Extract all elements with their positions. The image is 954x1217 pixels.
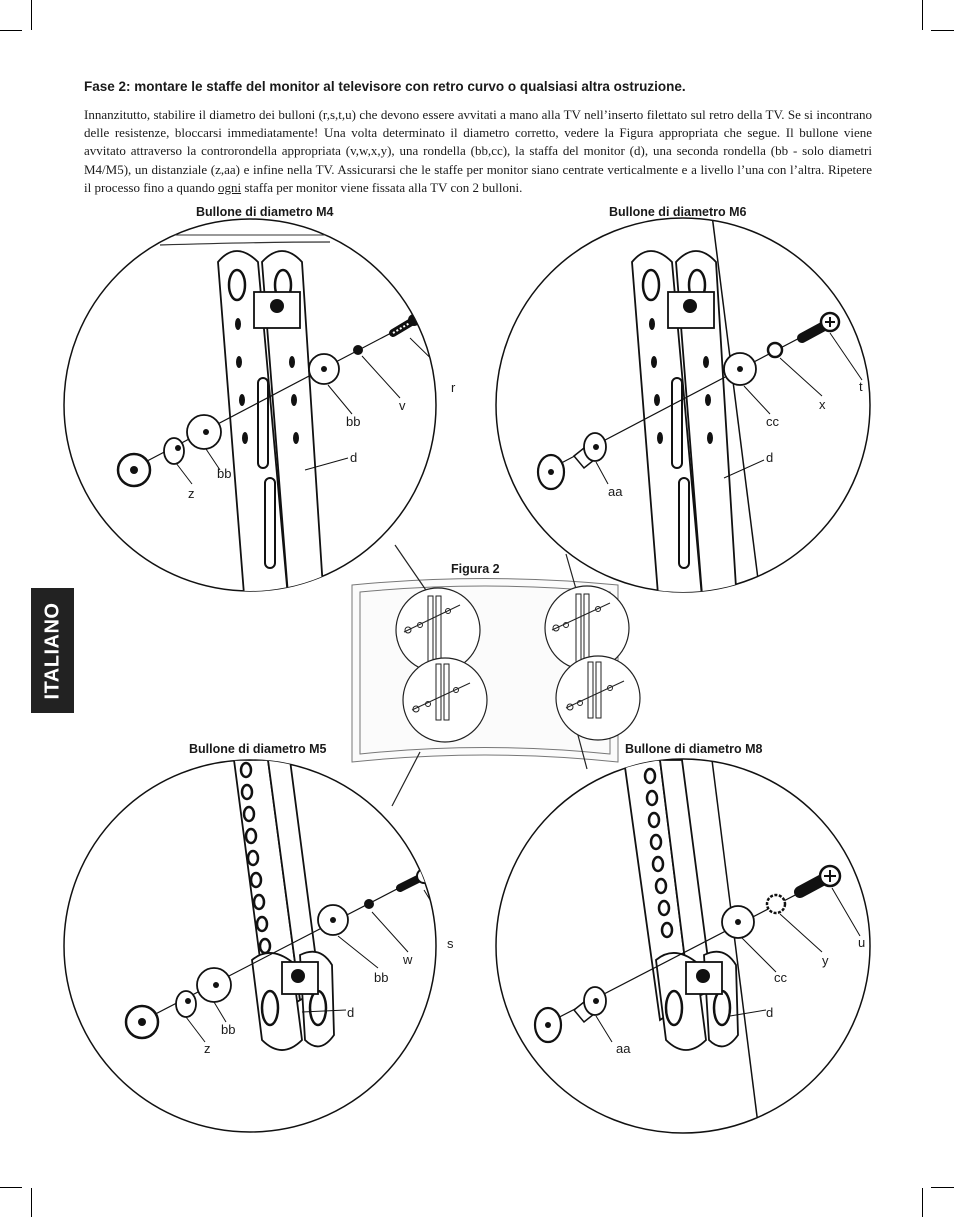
label-spacer-z: z (204, 1041, 211, 1056)
label-spacer-z: z (188, 486, 195, 501)
detail-m5 (64, 760, 452, 1132)
caption-m4: Bullone di diametro M4 (196, 205, 334, 219)
caption-m6: Bullone di diametro M6 (609, 205, 747, 219)
label-spacer-aa: aa (608, 484, 623, 499)
label-bracket-d: d (766, 1005, 774, 1020)
thumbnail-m8 (556, 656, 640, 740)
figure-title: Figura 2 (451, 562, 500, 576)
label-lockwasher-v: v (399, 398, 406, 413)
instructions-text-2: staffa per monitor viene fissata alla TV con 2 bulloni. (241, 179, 523, 195)
label-washer-cc: cc (774, 970, 787, 985)
label-washer-bb: bb (346, 414, 361, 429)
caption-m8: Bullone di diametro M8 (625, 742, 763, 756)
label-washer-bb: bb (217, 466, 232, 481)
label-washer-bb: bb (221, 1022, 236, 1037)
label-bolt-t: t (859, 379, 863, 394)
detail-m4 (64, 219, 455, 620)
section-heading: Fase 2: montare le staffe del monitor al televisore con retro curvo o qualsiasi altra ostruzione. (84, 79, 686, 94)
label-washer-bb: bb (374, 970, 389, 985)
label-bolt-r: r (451, 380, 456, 395)
instructions-text-1: Innanzitutto, stabilire il diametro dei bulloni (r,s,t,u) che devono essere avvitati a mano alla TV nell’inserto filettato sul retro della TV. Se si incontrano delle resistenze, bloccarsi immediatamente! Una volta determinato il diametro corretto, vedere la Figura appropriata che segue. Il bullone viene avvitato attraverso la controrondella appropriata (v,w,x,y), una rondella (bb,cc), la staffa del monitor (d), una seconda rondella (bb - solo diametri M4/M5), un distanziale (z,aa) e infine nella TV. Assicurarsi che le staffe per monitor siano centrate verticalmente e a livello l’una con l’altra. Ripetere il processo fino a quando (84, 107, 872, 195)
label-lockwasher-x: x (819, 397, 826, 412)
label-lockwasher-w: w (403, 952, 413, 967)
label-bracket-d: d (350, 450, 358, 465)
label-bracket-d: d (347, 1005, 355, 1020)
label-washer-cc: cc (766, 414, 779, 429)
label-bracket-d: d (766, 450, 774, 465)
caption-m5: Bullone di diametro M5 (189, 742, 327, 756)
language-tab-label: ITALIANO (41, 602, 63, 699)
label-spacer-aa: aa (616, 1041, 631, 1056)
detail-m6 (496, 215, 870, 620)
instructions-underlined-word: ogni (217, 179, 242, 195)
label-lockwasher-y: y (822, 953, 829, 968)
thumbnail-m5 (403, 658, 487, 742)
label-bolt-u: u (858, 935, 866, 950)
label-bolt-s: s (447, 936, 454, 951)
detail-m8 (496, 759, 870, 1140)
